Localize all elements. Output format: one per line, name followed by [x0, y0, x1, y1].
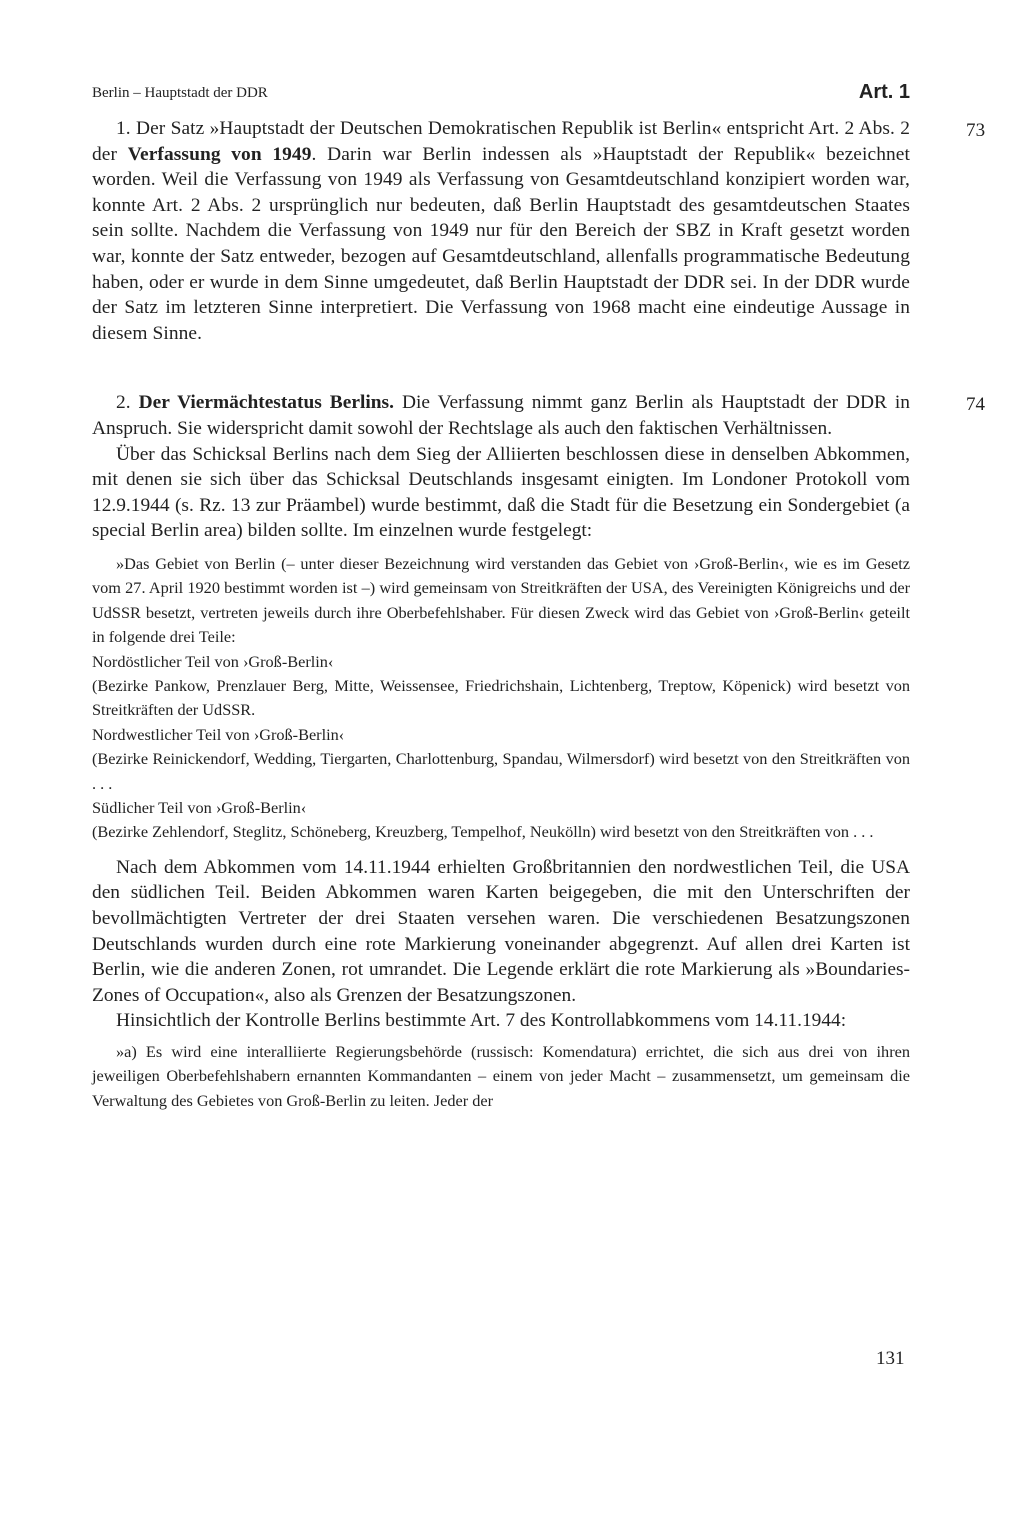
paragraph-schicksal: Über das Schicksal Berlins nach dem Sieg der Alliierten beschlossen diese in denselben Abkommen, mit denen sie sich über das Schicksal Deutschlands insgesamt einigten. Im Londoner Protokoll vom 12.9.1944 (s. Rz. 13 zur Präambel) wurde bestimmt, daß die Stadt für die Besetzung ein Sondergebiet (a special Berlin area) bilden sollte. Im einzelnen wurde festgelegt:	[92, 443, 910, 542]
margin-number-73: 73	[966, 120, 986, 141]
section-2-heading: Der Viermächtestatus Berlins.	[138, 392, 394, 414]
section-1-text-post: . Darin war Berlin indessen als »Hauptstadt der Republik« bezeichnet worden. Weil die Verfassung von 1949 als Verfassung von Gesamtdeutschland konzipiert worden war, konnte Art. 2 Abs. 2 ursprünglich nur bedeuten, daß Berlin Hauptstadt des gesamtdeutschen Staates sein sollte. Nachdem die Verfassung von 1949 nur für den Bereich der SBZ in Kraft gesetzt worden war, konnte der Satz entweder, bezogen auf Gesamtdeutschland, allenfalls programmatische Bedeutung haben, oder er wurde in dem Sinne umgedeutet, daß Berlin Hauptstadt der DDR sei. In der DDR wurde der Satz im letzteren Sinne interpretiert. Die Verfassung von 1968 macht eine eindeutige Aussage in diesem Sinne.	[92, 143, 910, 344]
quote-line: Nordöstlicher Teil von ›Groß-Berlin‹	[92, 651, 334, 671]
section-2-paragraph	[92, 390, 985, 441]
body-text	[92, 116, 986, 1113]
block-quote-kontrollabkommen	[92, 1040, 910, 1113]
quote-line: Südlicher Teil von ›Groß-Berlin‹	[92, 797, 307, 817]
block-quote-london-protocol	[92, 552, 910, 845]
section-1-paragraph	[92, 116, 986, 346]
quote-line: Nordwestlicher Teil von ›Groß-Berlin‹	[92, 724, 345, 744]
quote-line: (Bezirke Pankow, Prenzlauer Berg, Mitte, Weissensee, Friedrichshain, Lichtenberg, Treptow, Köpenick) wird besetzt von Streitkräften der UdSSR.	[92, 675, 910, 720]
section-1-text-pre: Der Satz »Hauptstadt der Deutschen Demokratischen Republik ist Berlin« entspricht Art. 2 Abs. 2 der	[92, 118, 910, 165]
running-title: Berlin – Hauptstadt der DDR	[92, 85, 268, 101]
margin-number-74: 74	[966, 394, 985, 416]
page-number: 131	[876, 1348, 905, 1369]
paragraph-abkommen: Nach dem Abkommen vom 14.11.1944 erhielten Großbritannien den nordwestlichen Teil, die USA den südlichen Teil. Beiden Abkommen waren Karten beigegeben, die mit den Unterschriften der bevollmächtigten Vertreter der drei Staaten versehen waren. Die verschiedenen Besatzungszonen Deutschlands wurden durch eine rote Markierung voneinander abgegrenzt. Auf allen drei Karten ist Berlin, wie die anderen Zonen, rot umrandet. Die Legende erklärt die rote Markierung als »Boundaries-Zones of Occupation«, also als Grenzen der Besatzungszonen.	[92, 856, 910, 1006]
quote-text: »a) Es wird eine interalliierte Regierungsbehörde (russisch: Komendatura) errichtet, die sich aus drei von ihren jeweiligen Oberbefehlshabern ernannten Kommandanten – einem von jeder Macht – zusammensetzt, um gemeinsam die Verwaltung des Gebietes von Groß-Berlin zu leiten. Jeder der	[92, 1041, 910, 1110]
section-1-number: 1.	[116, 118, 131, 139]
running-head	[92, 72, 910, 106]
quote-intro: »Das Gebiet von Berlin (– unter dieser Bezeichnung wird verstanden das Gebiet von ›Groß-Berlin‹, wie es im Gesetz vom 27. April 1920 bestimmt worden ist –) wird gemeinsam von Streitkräften der USA, des Vereinigten Königreichs und der UdSSR besetzt, vertreten jeweils durch ihre Oberbefehlshaber. Für diesen Zweck wird das Gebiet von ›Groß-Berlin‹ geteilt in folgende drei Teile:	[92, 553, 910, 647]
paragraph-kontrolle: Hinsichtlich der Kontrolle Berlins bestimmte Art. 7 des Kontrollabkommens vom 14.11.1944:	[116, 1010, 847, 1032]
quote-line: (Bezirke Zehlendorf, Steglitz, Schöneberg, Kreuzberg, Tempelhof, Neukölln) wird besetzt von den Streitkräften von . . .	[92, 822, 874, 842]
section-1-bold-term: Verfassung von 1949	[127, 143, 312, 165]
section-2-number: 2.	[116, 392, 131, 414]
article-label: Art. 1	[858, 81, 910, 103]
quote-line: (Bezirke Reinickendorf, Wedding, Tiergarten, Charlottenburg, Spandau, Wilmersdorf) wird besetzt von den Streitkräften von . . .	[92, 749, 910, 793]
section-2-text: Die Verfassung nimmt ganz Berlin als Hauptstadt der DDR in Anspruch. Sie widerspricht damit sowohl der Rechtslage als auch den faktischen Verhältnissen.	[92, 392, 910, 439]
